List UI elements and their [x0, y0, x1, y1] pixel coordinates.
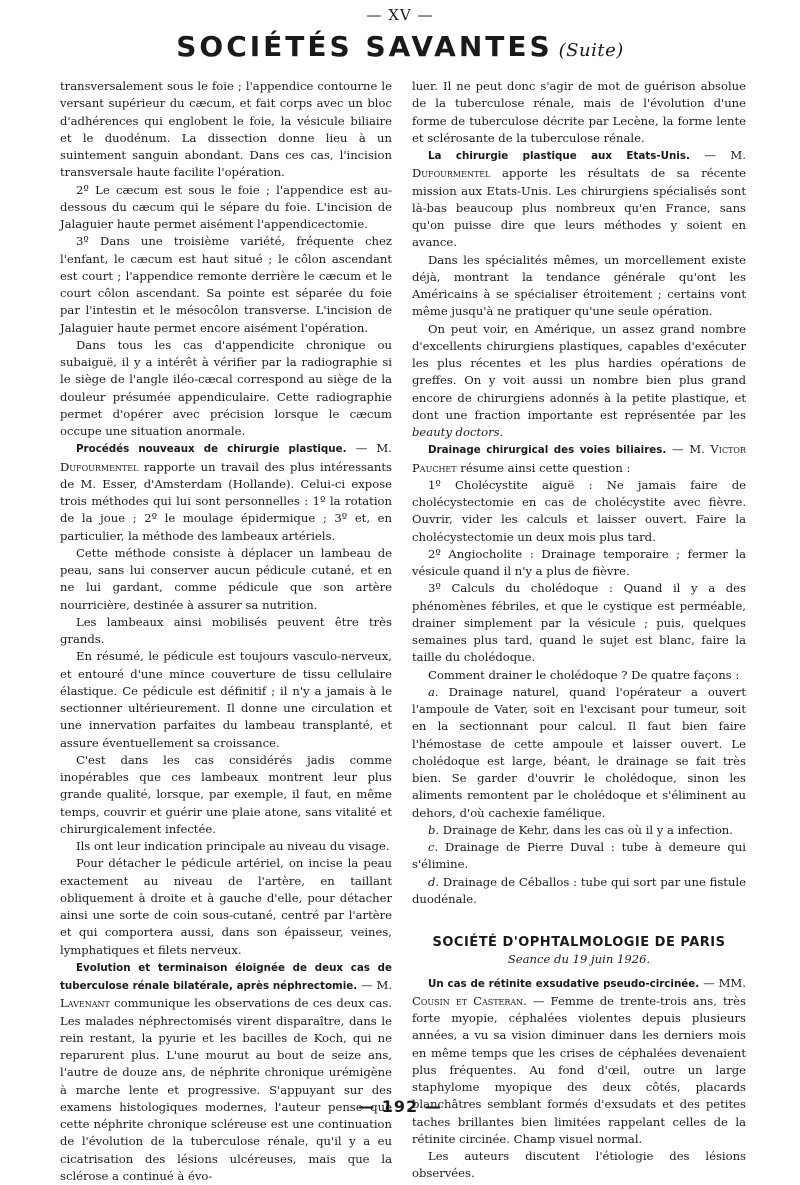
running-title	[0, 30, 800, 63]
article-author: — M. Dufourmentel	[60, 441, 392, 474]
paragraph-end: .	[499, 425, 504, 439]
paragraph	[412, 321, 746, 442]
session-date: Seance du 19 juin 1926.	[507, 952, 651, 967]
article-title: Drainage chirurgical des voies biliaires.	[428, 444, 667, 457]
paragraph: luer. Il ne peut donc s'agir de mot de guérison absolue de la tuberculose rénale, mais de l'évolution d'une forme de tuberculose décrite par Lecène, la forme lente et sclérosante de la tuberculose rénale.	[412, 79, 746, 145]
right-column	[412, 78, 746, 1183]
paragraph: Les lambeaux ainsi mobilisés peuvent être très grands.	[60, 614, 392, 646]
article-author: — M. Victor Pauchet	[412, 442, 747, 475]
list-letter: c.	[428, 840, 439, 854]
list-text: Drainage de Kehr, dans les cas où il y a infection.	[442, 822, 733, 837]
list-item	[412, 684, 746, 822]
paragraph: C'est dans les cas considérés jadis comme inopérables que ces lambeaux montrent leur plus grande qualité, lorsque, par exemple, il faut, en même temps, couvrir et guérir une plaie atone, sans vitalité et chirurgicalement infectée.	[60, 752, 392, 836]
article-author: — M. Dufourmentel	[412, 148, 746, 181]
article-title: La chirurgie plastique aux Etats-Unis.	[428, 150, 690, 162]
article-text: apporte les résultats de sa récente mission aux Etats-Unis. Les chirurgiens spécialisés sont là-bas beaucoup plus nombreux qu'en France, sans qu'on puisse dire que leurs méthodes y soient en avance.	[412, 166, 746, 250]
list-text: Drainage de Céballos : tube qui sort par une fistule duodénale.	[412, 874, 747, 906]
article-text: communique les observations de ces deux cas. Les malades néphrectomisés virent disparaître, dans le rein restant, la pyurie et les bacilles de Koch, qui ne reparurent plus. L'une mourut au bout de seize ans, l'autre de douze ans, de néphrite chronique urémigène à marche lente et progressive. S'appuyant sur des examens histologiques modernes, l'auteur pense que cette néphrite chronique scléreuse est une continuation de l'évolution de la tuberculose rénale, qu'il y a eu cicatrisation des lésions ulcéreuses, mais que la sclérose a continué à évo-	[60, 996, 392, 1183]
page-number: — 192 —	[358, 1097, 442, 1116]
list-item	[412, 874, 746, 909]
paragraph: En résumé, le pédicule est toujours vasculo-nerveux, et entouré d'une mince couverture de tissu cellulaire élastique. Ce pédicule est définitif ; il n'y a jamais à le sectionner ultérieurement. Il donne une circulation et une innervation parfaites du lambeau transplanté, et assure éventuellement sa croissance.	[60, 649, 392, 750]
paragraph: Pour détacher le pédicule artériel, on incise la peau exactement au niveau de l'artère, en taillant obliquement à droite et à gauche d'elle, pour détacher ainsi une sorte de coin sous-cutané, centré par l'artère et qui comportera aussi, dans son épaisseur, veines, lymphatiques et filets nerveux.	[60, 856, 392, 957]
paragraph-text: On peut voir, en Amérique, un assez grand nombre d'excellents chirurgiens plastiques, capables d'exécuter les plus récentes et les plus hardies opérations de greffes. On y voit aussi un nombre bien plus grand encore de chirurgiens adonnés à la petite plastique, et dont une fraction importante est représentée par les	[412, 321, 746, 422]
paragraph: 3º Calculs du cholédoque : Quand il y a des phénomènes fébriles, et que le cystique est perméable, drainer simplement par la vésicule ; puis, quelques semaines plus tard, quand le sujet est blanc, faire la taille du cholédoque.	[412, 581, 746, 665]
left-column	[60, 78, 392, 1185]
paragraph: Ils ont leur indication principale au niveau du visage.	[76, 839, 390, 853]
paragraph: 2º Angiocholite : Drainage temporaire ; fermer la vésicule quand il n'y a plus de fièvre.	[412, 546, 746, 578]
article-paragraph	[60, 959, 392, 1185]
paragraph: Dans les spécialités mêmes, un morcellement existe déjà, montrant la tendance générale qu'ont les Américains à se spécialiser étroitement ; certains vont même jusqu'à ne pratiquer qu'une seule opération.	[412, 252, 746, 319]
roman-folio: — XV —	[366, 6, 434, 24]
list-letter: a.	[428, 684, 439, 699]
paragraph: 1º Cholécystite aiguë : Ne jamais faire de cholécystectomie en cas de cholécystite avec fièvre. Ouvrir, vider les calculs et laisser ouvert. Faire la cholécystectomie un deux mois plus tard.	[412, 477, 746, 544]
article-title: Procédés nouveaux de chirurgie plastique.	[76, 443, 347, 456]
article-paragraph	[412, 147, 746, 252]
article-paragraph	[412, 441, 746, 477]
article-author: — M. Lavenant	[60, 978, 393, 1011]
list-text: Drainage de Pierre Duval : tube à demeure qui s'élimine.	[412, 840, 747, 872]
paragraph: transversalement sous le foie ; l'appendice contourne le versant supérieur du cæcum, et fait corps avec un bloc d'adhérences qui englobent le foie, la vésicule biliaire et le duodénum. La dissection donne lieu à un suintement sanguin abondant. Dans ces cas, l'incision transversale haute facilite l'opération.	[60, 79, 392, 180]
paragraph: Dans tous les cas d'appendicite chronique ou subaiguë, il y a intérêt à vérifier par la radiographie si le siège de l'angle iléo-cæcal correspond au siège de la douleur présumée appendiculaire. Cette radiographie permet d'opérer avec précision lorsque le cæcum occupe une situation anormale.	[60, 337, 392, 438]
paragraph: Comment drainer le cholédoque ? De quatre façons :	[428, 667, 740, 682]
article-text: résume ainsi cette question :	[460, 460, 631, 475]
paragraph: Cette méthode consiste à déplacer un lambeau de peau, sans lui conserver aucun pédicule cutané, et en ne lui gardant, comme pédicule que son artère nourricière, destinée à assurer sa nutrition.	[60, 545, 392, 612]
paragraph: Les auteurs discutent l'étiologie des lésions observées.	[412, 1149, 746, 1181]
list-text: Drainage naturel, quand l'opérateur a ouvert l'ampoule de Vater, soit en l'excisant pour tumeur, soit en la sectionnant pour calcul. Il faut bien faire l'hémostase de cette ampoule et laisser ouvert. Le cholédoque est large, béant, le drainage se fait très bien. Se garder d'ouvrir le cholédoque, sinon les aliments remontent par le cholédoque et s'éliminent au dehors, d'où cachexie famélique.	[412, 684, 746, 820]
article-text: — Femme de trente-trois ans, très forte myopie, céphalées violentes depuis plusieurs années, a vu sa vision diminuer dans les derniers mois en même temps que les crises de céphalées devenaient plus fréquentes. Au fond d'œil, outre un large staphylome myopique des deux côtés, placards blanchâtres semblant formés d'exsudats et des petites taches brillantes bien limitées rappelant celles de la rétinite circinée. Champ visuel normal.	[412, 993, 746, 1146]
paragraph: 3º Dans une troisième variété, fréquente chez l'enfant, le cæcum est haut situé ; le côlon ascendant est court ; l'appendice remonte derrière le cæcum et le court côlon ascendant. Sa pointe est séparée du foie par l'intestin et le mésocôlon transverse. L'incision de Jalaguier haute permet encore aisément l'opération.	[60, 234, 392, 335]
list-letter: b.	[428, 822, 440, 837]
list-item	[412, 839, 746, 874]
article-title: Evolution et terminaison éloignée de deux cas de tuberculose rénale bilatérale, après néphrectomie.	[60, 961, 392, 992]
italic-term: beauty doctors	[412, 425, 500, 439]
article-title: Un cas de rétinite exsudative pseudo-circinée.	[428, 977, 700, 990]
society-heading: SOCIÉTÉ D'OPHTALMOLOGIE DE PARIS	[432, 935, 726, 950]
article-paragraph	[412, 975, 746, 1149]
article-text: rapporte un travail des plus intéressants de M. Esser, d'Amsterdam (Hollande). Celui-ci expose trois méthodes qui lui sont personnelles : 1º la rotation de la joue ; 2º le moulage épidermique ; 3º et, en particulier, la méthode des lambeaux artériels.	[60, 459, 392, 543]
list-item	[412, 822, 746, 839]
article-authors: MM. Cousin et Casteran.	[412, 975, 746, 1008]
running-title-suite: (Suite)	[558, 40, 624, 61]
running-title-main: SOCIÉTÉS SAVANTES	[176, 30, 553, 63]
article-paragraph	[60, 440, 392, 545]
title-dash: —	[703, 975, 715, 990]
paragraph: 2º Le cæcum est sous le foie ; l'appendice est au-dessous du cæcum qui le sépare du foie. L'incision de Jalaguier haute permet aisément l'appendicectomie.	[60, 182, 392, 231]
list-letter: d.	[428, 874, 440, 889]
